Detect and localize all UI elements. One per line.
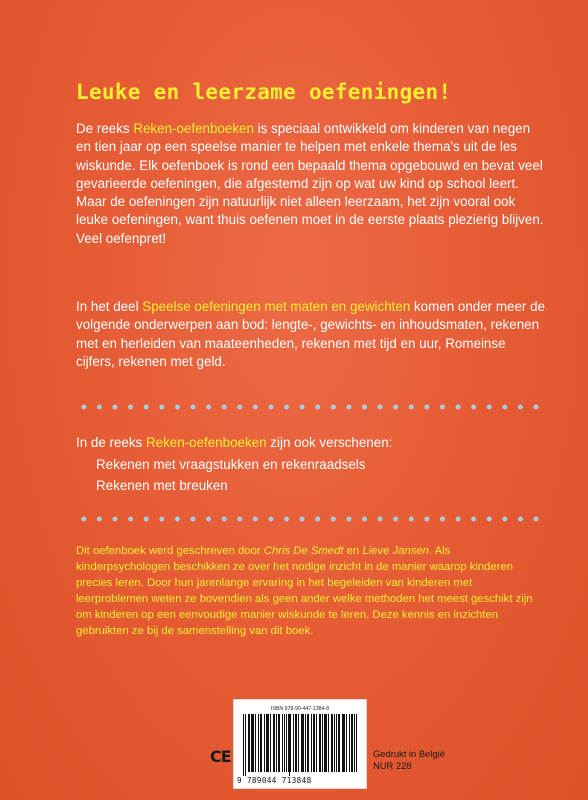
volume-title-highlight: Speelse oefeningen met maten en gewichten (142, 299, 411, 314)
also-text-before: In de reeks (76, 435, 146, 450)
volume-text-after: komen onder meer de volgende onderwerpen aan bod: lengte-, gewichts- en inhoudsmaten, rekenen met en herleiden van maateenheden, rekenen met tijd en uur, Romeinse cijfers, rekenen met geld. (76, 299, 545, 369)
barcode-panel (233, 699, 367, 789)
author-name: Chris De Smedt (263, 545, 344, 557)
intro-paragraph (76, 120, 546, 248)
barcode-icon (243, 714, 357, 776)
intro-closing: Veel oefenpret! (76, 230, 167, 246)
headline: Leuke en leerzame oefeningen! (76, 80, 452, 104)
dotted-divider (76, 516, 546, 522)
authors-text-before: Dit oefenboek werd geschreven door (76, 545, 264, 557)
authors-and: en (343, 545, 363, 557)
ce-mark: CE (210, 747, 231, 766)
list-item: Rekenen met vraagstukken en rekenraadsels (96, 457, 366, 472)
volume-text-before: In het deel (76, 299, 143, 314)
isbn-label: ISBN 978-90-447-1384-8 (271, 706, 329, 712)
authors-text-after: . Als kinderpsychologen beschikken ze over het nodige inzicht in de manier waarop kinderen precies leren. Door hun jarenlange ervaring in het begeleiden van kinderen met leerproblemen weten ze bovendien als geen ander welke methoden het meest geschikt zijn om kinderen op een eenvoudige manier wiskunde te leren. Deze kennis en inzichten gebruikten ze bij de samenstelling van dit boek. (76, 545, 533, 637)
also-text-after: zijn ook verschenen: (266, 435, 393, 450)
intro-text-after: is speciaal ontwikkeld om kinderen van negen en tien jaar op een speelse manier te helpen met enkele thema's uit de les wiskunde. Elk oefenboek is rond een bepaald thema opgebouwd en bevat veel gevarieerde oefeningen, die afgestemd zijn op wat uw kind op school leert. Maar de oefeningen zijn natuurlijk niet alleen leerzaam, het zijn vooral ook leuke oefeningen, want thuis oefenen moet in de eerste plaats plezierig blijven. (76, 121, 544, 228)
dotted-divider (76, 404, 546, 410)
list-item: Rekenen met breuken (96, 478, 228, 493)
authors-paragraph (76, 544, 546, 639)
nur-code: NUR 228 (373, 759, 412, 771)
author-name: Lieve Jansen (362, 545, 429, 557)
barcode-digits: 9 789044 713848 (237, 776, 312, 785)
volume-paragraph (76, 298, 546, 371)
intro-text-before: De reeks (76, 121, 134, 136)
series-name-highlight: Reken-oefenboeken (133, 121, 254, 136)
print-info (373, 748, 445, 771)
also-series-name-highlight: Reken-oefenboeken (145, 435, 267, 450)
also-published-heading (76, 434, 392, 452)
printed-in: Gedrukt in België (373, 748, 445, 759)
